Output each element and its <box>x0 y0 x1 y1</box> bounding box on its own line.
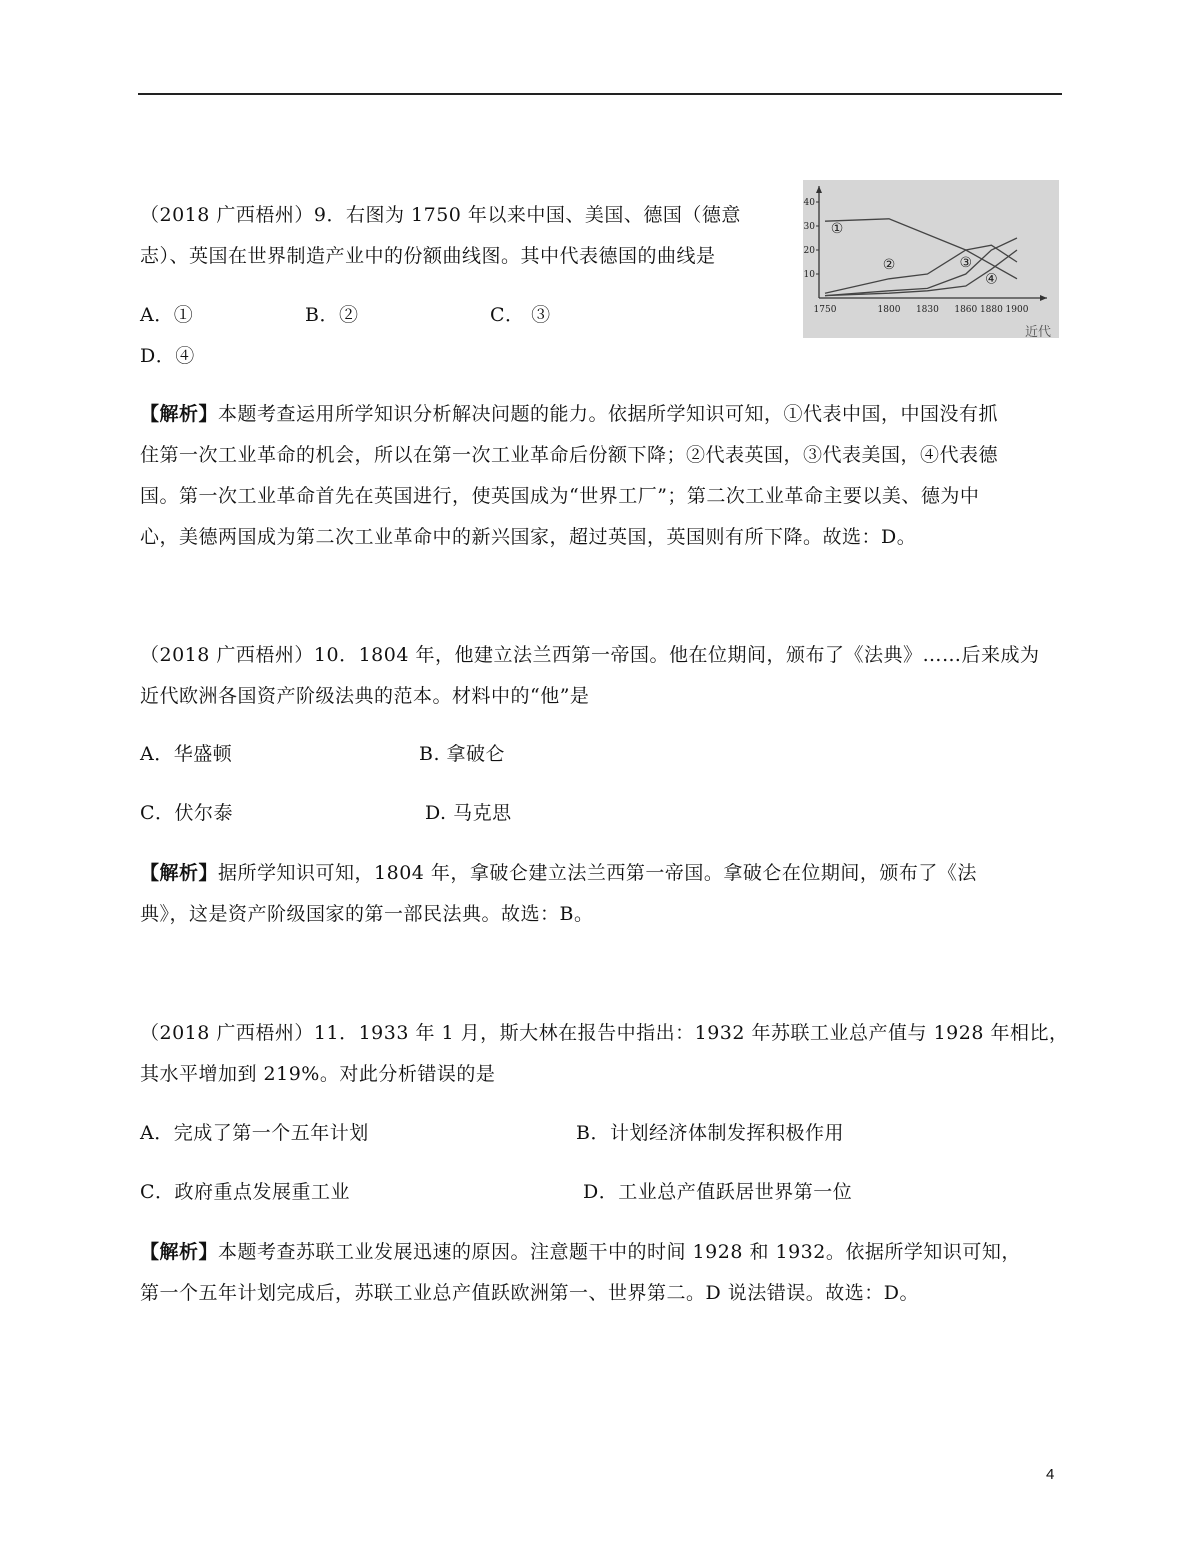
y-tick-label: 40 <box>803 198 815 208</box>
q10-stem-line2: 近代欧洲各国资产阶级法典的范本。材料中的“他”是 <box>140 685 590 707</box>
share-curve-chart-svg <box>803 180 1059 338</box>
q9-option-a: A．① <box>140 304 194 326</box>
q9-option-d: D．④ <box>140 345 195 367</box>
x-tick-label: 1900 <box>1005 305 1029 315</box>
q11-stem-line1: （2018 广西梧州）11．1933 年 1 月，斯大林在报告中指出：1932 年苏联工业总产值与 1928 年相比， <box>140 1022 1069 1044</box>
q9-analysis-line3: 国。第一次工业革命首先在英国进行，使英国成为“世界工厂”；第二次工业革命主要以美、德为中 <box>140 485 980 507</box>
analysis-label: 【解析】 <box>140 1241 219 1263</box>
q9-analysis-line4: 心，美德两国成为第二次工业革命中的新兴国家，超过英国，英国则有所下降。故选：D。 <box>140 526 917 548</box>
series-line-1 <box>825 219 1017 279</box>
q9-analysis-line1 <box>140 402 998 426</box>
analysis-text: 本题考查苏联工业发展迅速的原因。注意题干中的时间 1928 和 1932。依据所学知识可知， <box>218 1241 1021 1263</box>
q9-stem-line1: （2018 广西梧州）9．右图为 1750 年以来中国、美国、德国（德意 <box>140 204 741 226</box>
analysis-text: 本题考查运用所学知识分析解决问题的能力。依据所学知识可知，①代表中国，中国没有抓 <box>218 403 999 425</box>
page-number: 4 <box>1046 1466 1055 1483</box>
x-tick-label: 1830 <box>915 305 939 315</box>
q10-analysis-line2: 典》，这是资产阶级国家的第一部民法典。故选：B。 <box>140 903 594 925</box>
q11-analysis-line1 <box>140 1240 1021 1264</box>
share-curve-chart <box>803 180 1059 338</box>
q11-option-c: C．政府重点发展重工业 <box>140 1181 351 1203</box>
series-label-3: ③ <box>959 254 973 271</box>
q10-option-a: A．华盛顿 <box>140 743 233 765</box>
y-axis-arrow <box>816 186 822 193</box>
series-label-4: ④ <box>985 271 998 288</box>
q9-analysis-line2: 住第一次工业革命的机会，所以在第一次工业革命后份额下降；②代表英国，③代表美国，④代表德 <box>140 444 999 466</box>
y-tick-label: 10 <box>803 270 815 280</box>
series-label-2: ② <box>882 257 896 274</box>
caption-fragment: 近代 <box>1024 325 1051 338</box>
y-tick-label: 30 <box>803 222 815 232</box>
x-tick-label: 1750 <box>813 305 837 315</box>
q9-option-b: B．② <box>305 304 359 326</box>
analysis-text: 据所学知识可知，1804 年，拿破仑建立法兰西第一帝国。拿破仑在位期间，颁布了《法 <box>218 862 977 884</box>
series-label-1: ① <box>830 221 844 238</box>
q11-option-d: D．工业总产值跃居世界第一位 <box>583 1181 853 1203</box>
header-rule <box>138 93 1062 95</box>
q10-option-d: D. 马克思 <box>425 802 512 824</box>
q10-option-b: B. 拿破仑 <box>419 743 506 765</box>
q9-stem-line2: 志）、英国在世界制造产业中的份额曲线图。其中代表德国的曲线是 <box>140 245 716 267</box>
q10-analysis-line1 <box>140 861 977 885</box>
x-axis-arrow <box>1040 295 1047 301</box>
q10-option-c: C．伏尔泰 <box>140 802 234 824</box>
analysis-label: 【解析】 <box>140 403 219 425</box>
q11-stem-line2: 其水平增加到 219%。对此分析错误的是 <box>140 1063 496 1085</box>
y-tick-label: 20 <box>803 246 815 256</box>
x-tick-label: 1880 <box>979 305 1003 315</box>
q9-option-c: C． ③ <box>490 304 551 326</box>
x-tick-label: 1860 <box>954 305 978 315</box>
q11-option-b: B．计划经济体制发挥积极作用 <box>576 1122 844 1144</box>
q11-analysis-line2: 第一个五年计划完成后，苏联工业总产值跃欧洲第一、世界第二。D 说法错误。故选：D。 <box>140 1282 920 1304</box>
q11-option-a: A．完成了第一个五年计划 <box>140 1122 369 1144</box>
q10-stem-line1: （2018 广西梧州）10．1804 年，他建立法兰西第一帝国。他在位期间，颁布了《法典》……后来成为 <box>140 644 1040 666</box>
analysis-label: 【解析】 <box>140 862 219 884</box>
x-tick-label: 1800 <box>877 305 901 315</box>
